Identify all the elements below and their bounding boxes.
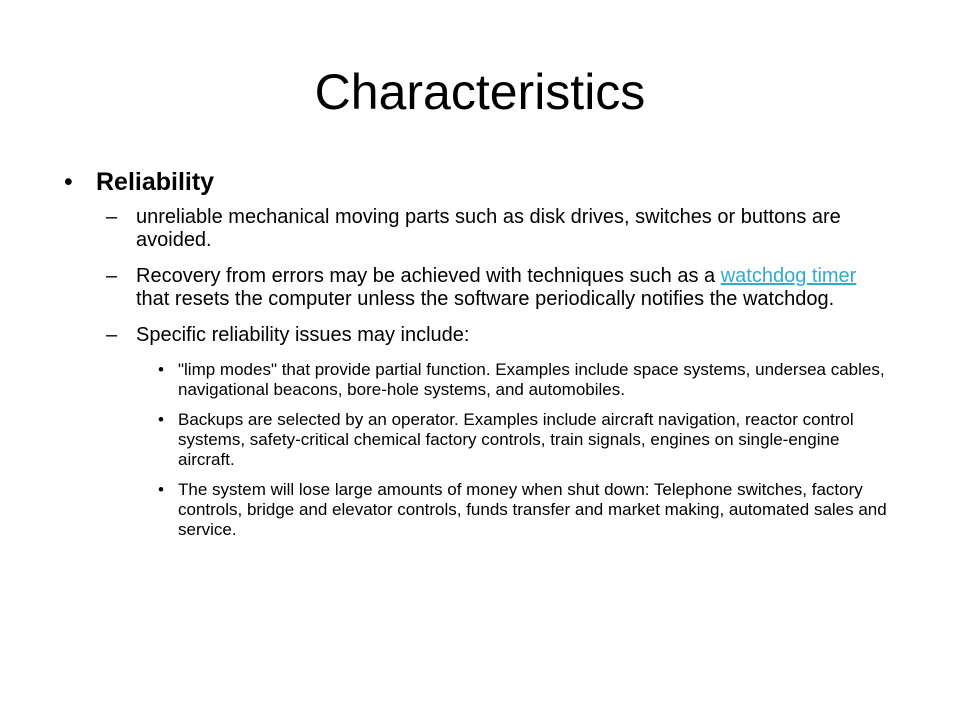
subpoint-text: unreliable mechanical moving parts such as disk drives, switches or buttons are avoided. xyxy=(136,206,841,251)
dash-icon: – xyxy=(106,265,118,287)
bullet-heading: Reliability xyxy=(96,168,215,196)
issue-backups xyxy=(64,410,894,470)
bullet-icon: • xyxy=(158,360,164,379)
subpoint-issues xyxy=(64,324,894,347)
slide-title: Characteristics xyxy=(314,64,646,120)
issue-money-loss xyxy=(64,480,894,540)
watchdog-timer-link[interactable]: watchdog timer xyxy=(720,265,857,287)
subpoint-text: Specific reliability issues may include: xyxy=(136,324,470,346)
subpoint-text-before: Recovery from errors may be achieved with techniques such as a xyxy=(136,265,721,287)
dash-icon: – xyxy=(106,206,118,228)
subpoint-recovery xyxy=(64,265,894,311)
dash-icon: – xyxy=(106,324,118,346)
slide-content xyxy=(64,164,894,550)
bullet-reliability xyxy=(64,164,894,200)
issue-text: Backups are selected by an operator. Examples include aircraft navigation, reactor control systems, safety-critical chemical factory controls, train signals, engines on single-engine aircraft. xyxy=(178,410,854,469)
bullet-icon: • xyxy=(158,410,164,429)
issue-limp-modes xyxy=(64,360,894,400)
bullet-icon: • xyxy=(158,480,164,499)
issue-text: The system will lose large amounts of money when shut down: Telephone switches, factory controls, bridge and elevator controls, funds transfer and market making, automated sales and service. xyxy=(178,480,887,539)
bullet-icon: • xyxy=(64,168,73,196)
subpoint-moving-parts xyxy=(64,206,894,252)
subpoint-text-after: that resets the computer unless the software periodically notifies the watchdog. xyxy=(136,288,835,310)
issue-text: "limp modes" that provide partial function. Examples include space systems, undersea cables, navigational beacons, bore-hole systems, and automobiles. xyxy=(178,360,885,399)
